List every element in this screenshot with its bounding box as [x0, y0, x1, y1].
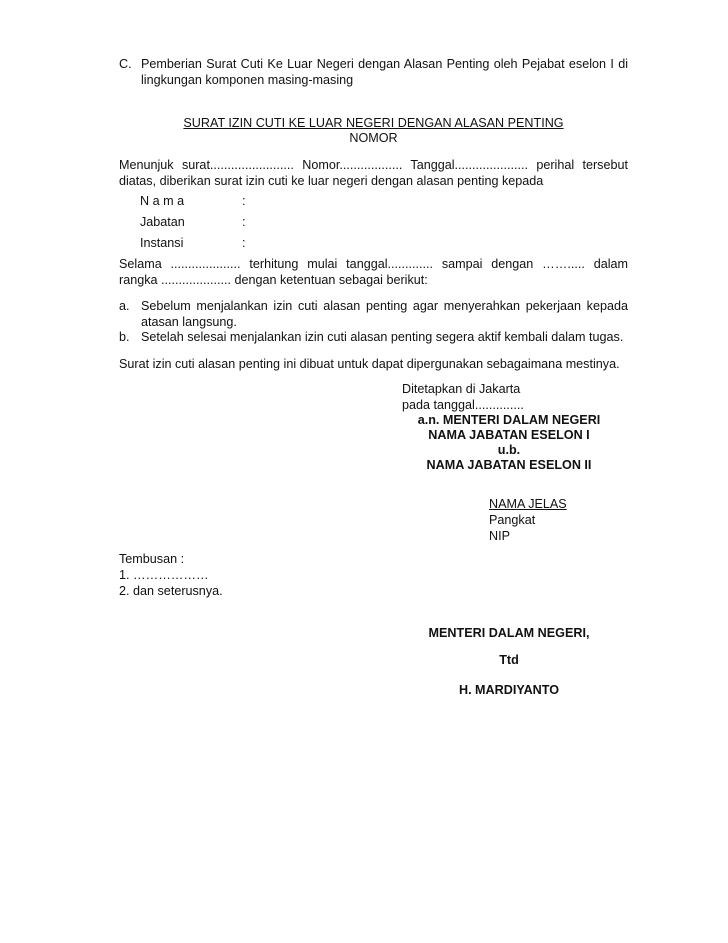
field-label-nama: N a m a — [140, 194, 185, 208]
section-marker: C. — [119, 57, 132, 71]
minister-ttd: Ttd — [499, 653, 519, 667]
duration-line1: Selama .................... terhitung mulai tanggal............. sampai dengan ……..... dalam — [119, 257, 628, 271]
signatory-name: NAMA JELAS — [489, 497, 567, 511]
signature-ub: u.b. — [497, 443, 521, 457]
field-colon: : — [242, 194, 246, 208]
field-label-instansi: Instansi — [140, 236, 184, 250]
section-heading-line1: Pemberian Surat Cuti Ke Luar Negeri dengan Alasan Penting oleh Pejabat eselon I di — [141, 57, 628, 71]
condition-marker-a: a. — [119, 299, 130, 313]
condition-marker-b: b. — [119, 330, 130, 344]
signature-date: pada tanggal.............. — [402, 398, 524, 412]
condition-a-line1: Sebelum menjalankan izin cuti alasan penting agar menyerahkan pekerjaan kepada — [141, 299, 628, 313]
copies-item-2: 2. dan seterusnya. — [119, 584, 223, 598]
copies-item-1: 1. ……………… — [119, 568, 209, 582]
signature-echelon2: NAMA JABATAN ESELON II — [426, 458, 592, 472]
signature-place: Ditetapkan di Jakarta — [402, 382, 521, 396]
condition-b-line1: Setelah selesai menjalankan izin cuti alasan penting segera aktif kembali dalam tugas. — [141, 330, 624, 344]
minister-title: MENTERI DALAM NEGERI, — [428, 626, 590, 640]
copies-heading: Tembusan : — [119, 552, 185, 566]
minister-name: H. MARDIYANTO — [458, 683, 560, 697]
signatory-nip: NIP — [489, 529, 510, 543]
intro-line2: diatas, diberikan surat izin cuti ke luar negeri dengan alasan penting kepada — [119, 174, 544, 188]
letter-title: SURAT IZIN CUTI KE LUAR NEGERI DENGAN ALASAN PENTING — [183, 116, 564, 130]
letter-number: NOMOR — [349, 131, 398, 145]
intro-line1: Menunjuk surat........................ Nomor.................. Tanggal..................... perihal tersebut — [119, 158, 628, 172]
section-heading-line2: lingkungan komponen masing-masing — [141, 73, 354, 87]
signature-echelon1: NAMA JABATAN ESELON I — [428, 428, 590, 442]
closing-statement: Surat izin cuti alasan penting ini dibuat untuk dapat dipergunakan sebagaimana mestinya. — [119, 357, 620, 371]
field-colon: : — [242, 236, 246, 250]
duration-line2: rangka .................... dengan ketentuan sebagai berikut: — [119, 273, 428, 287]
field-label-jabatan: Jabatan — [140, 215, 185, 229]
signatory-rank: Pangkat — [489, 513, 536, 527]
signature-on-behalf: a.n. MENTERI DALAM NEGERI — [417, 413, 601, 427]
field-colon: : — [242, 215, 246, 229]
condition-a-line2: atasan langsung. — [141, 315, 237, 329]
